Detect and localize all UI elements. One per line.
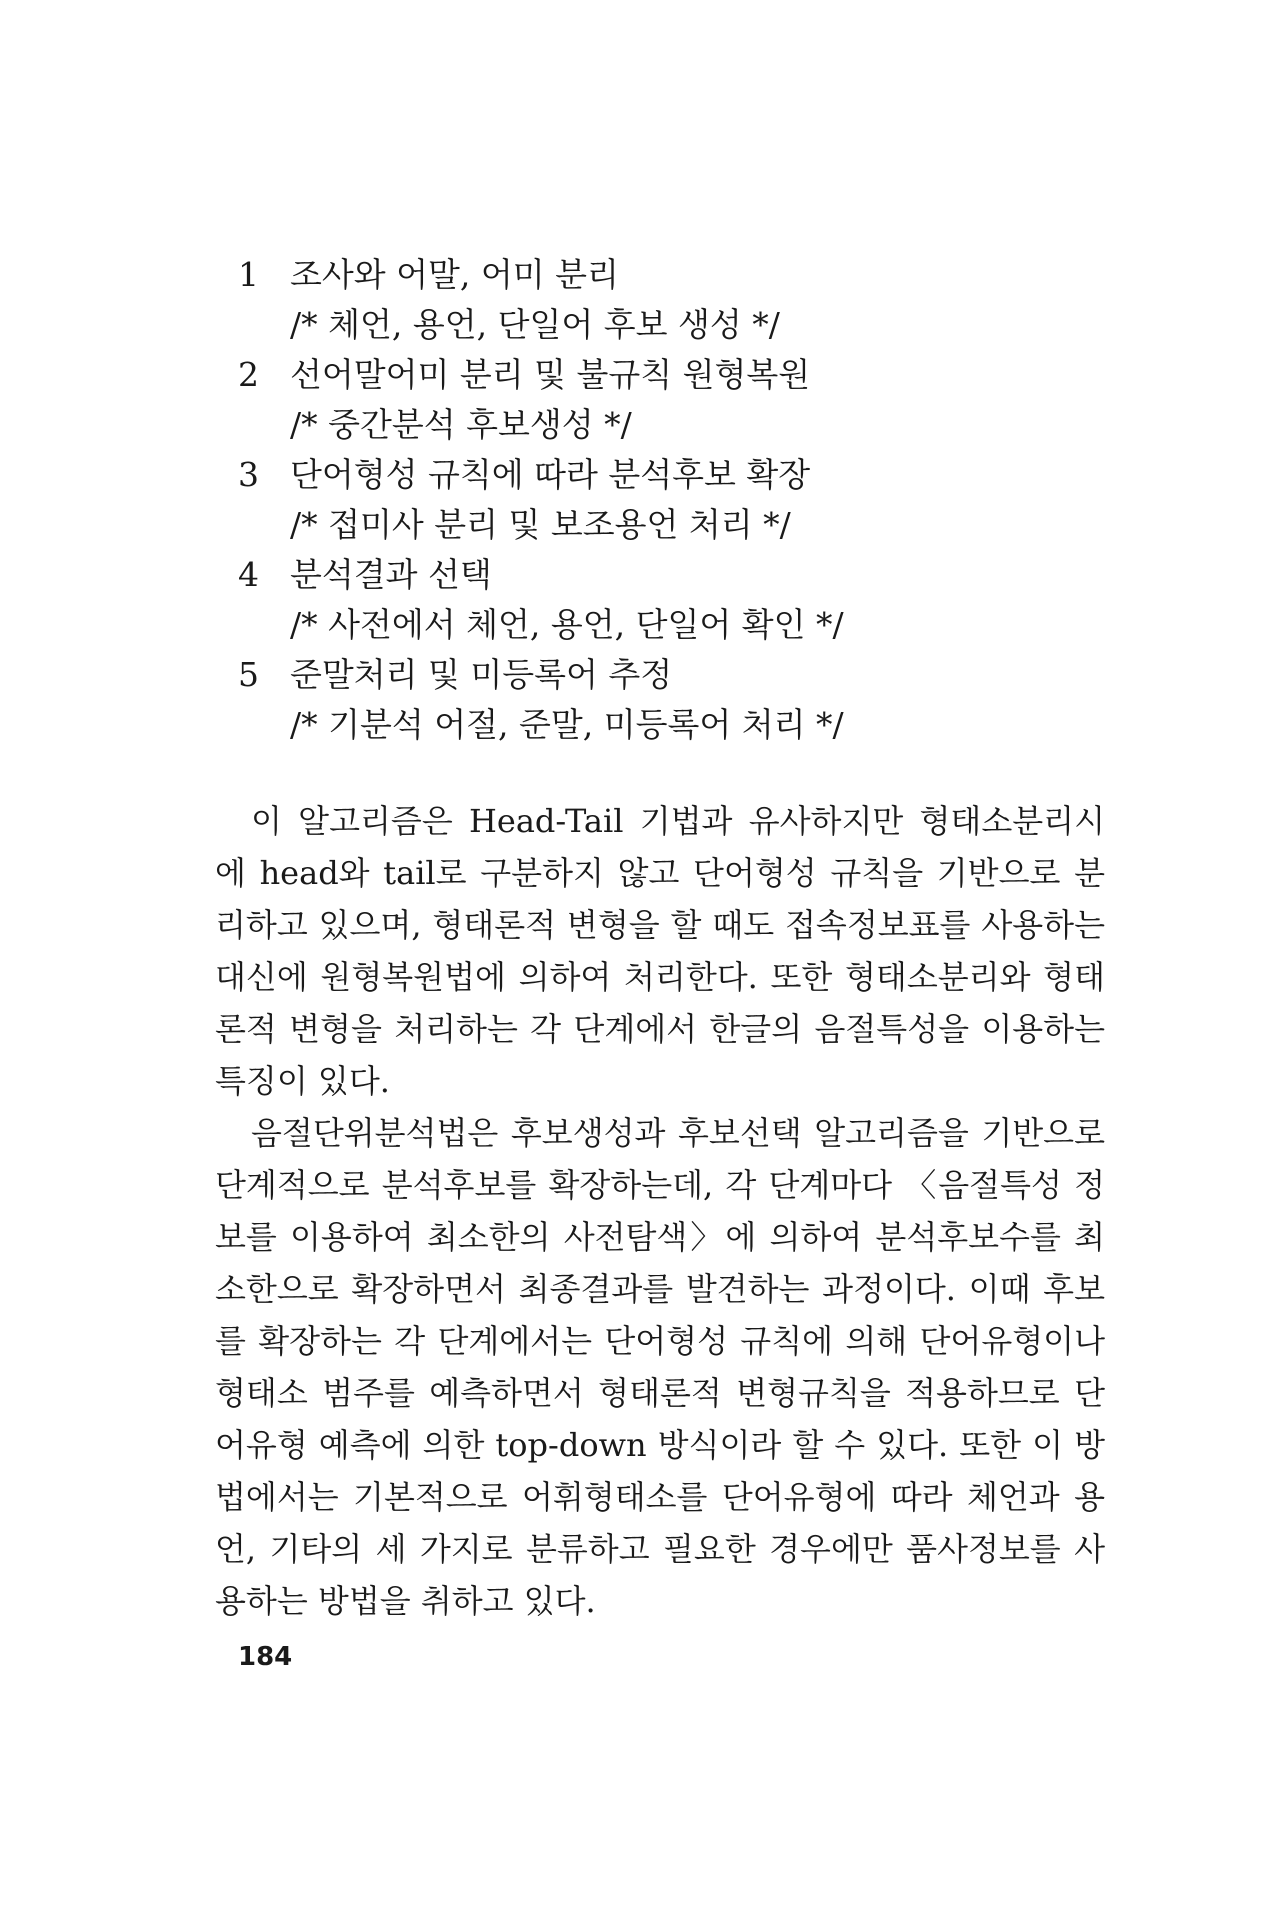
algorithm-steps: [238, 250, 1138, 750]
algorithm-step-comment: [238, 500, 1138, 550]
step-text: 단어형성 규칙에 따라 분석후보 확장: [290, 455, 811, 494]
step-text: 분석결과 선택: [290, 555, 492, 594]
step-comment: /* 기분석 어절, 준말, 미등록어 처리 */: [290, 705, 844, 744]
step-text: 조사와 어말, 어미 분리: [290, 255, 619, 294]
step-comment: /* 체언, 용언, 단일어 후보 생성 */: [290, 305, 780, 344]
algorithm-step-comment: [238, 400, 1138, 450]
algorithm-step: [238, 550, 1138, 600]
algorithm-step: [238, 350, 1138, 400]
algorithm-step: [238, 450, 1138, 500]
algorithm-step: [238, 250, 1138, 300]
page-number: 184: [238, 1642, 293, 1672]
step-text: 준말처리 및 미등록어 추정: [290, 655, 673, 694]
paragraph: 이 알고리즘은 Head-Tail 기법과 유사하지만 형태소분리시에 head와 tail로 구분하지 않고 단어형성 규칙을 기반으로 분리하고 있으며, 형태론적 변형을 할 때도 접속정보표를 사용하는 대신에 원형복원법에 의하여 처리한다. 또한 형태소분리와 형태론적 변형을 처리하는 각 단계에서 한글의 음절특성을 이용하는 특징이 있다.: [215, 802, 1105, 1100]
algorithm-step-comment: [238, 600, 1138, 650]
step-comment: /* 접미사 분리 및 보조용언 처리 */: [290, 505, 791, 544]
step-number: 2: [238, 355, 259, 394]
step-number: 4: [238, 555, 259, 594]
step-number: 5: [238, 655, 259, 694]
step-number: 3: [238, 455, 259, 494]
paragraph: 음절단위분석법은 후보생성과 후보선택 알고리즘을 기반으로 단계적으로 분석후보를 확장하는데, 각 단계마다 〈음절특성 정보를 이용하여 최소한의 사전탐색〉에 의하여 분석후보수를 최소한으로 확장하면서 최종결과를 발견하는 과정이다. 이때 후보를 확장하는 각 단계에서는 단어형성 규칙에 의해 단어유형이나 형태소 범주를 예측하면서 형태론적 변형규칙을 적용하므로 단어유형 예측에 의한 top-down 방식이라 할 수 있다. 또한 이 방법에서는 기본적으로 어휘형태소를 단어유형에 따라 체언과 용언, 기타의 세 가지로 분류하고 필요한 경우에만 품사정보를 사용하는 방법을 취하고 있다.: [215, 1114, 1105, 1620]
body-text: [215, 795, 1105, 1627]
algorithm-step-comment: [238, 700, 1138, 750]
step-comment: /* 중간분석 후보생성 */: [290, 405, 632, 444]
step-comment: /* 사전에서 체언, 용언, 단일어 확인 */: [290, 605, 844, 644]
algorithm-step-comment: [238, 300, 1138, 350]
algorithm-step: [238, 650, 1138, 700]
step-number: 1: [238, 255, 259, 294]
step-text: 선어말어미 분리 및 불규칙 원형복원: [290, 355, 811, 394]
